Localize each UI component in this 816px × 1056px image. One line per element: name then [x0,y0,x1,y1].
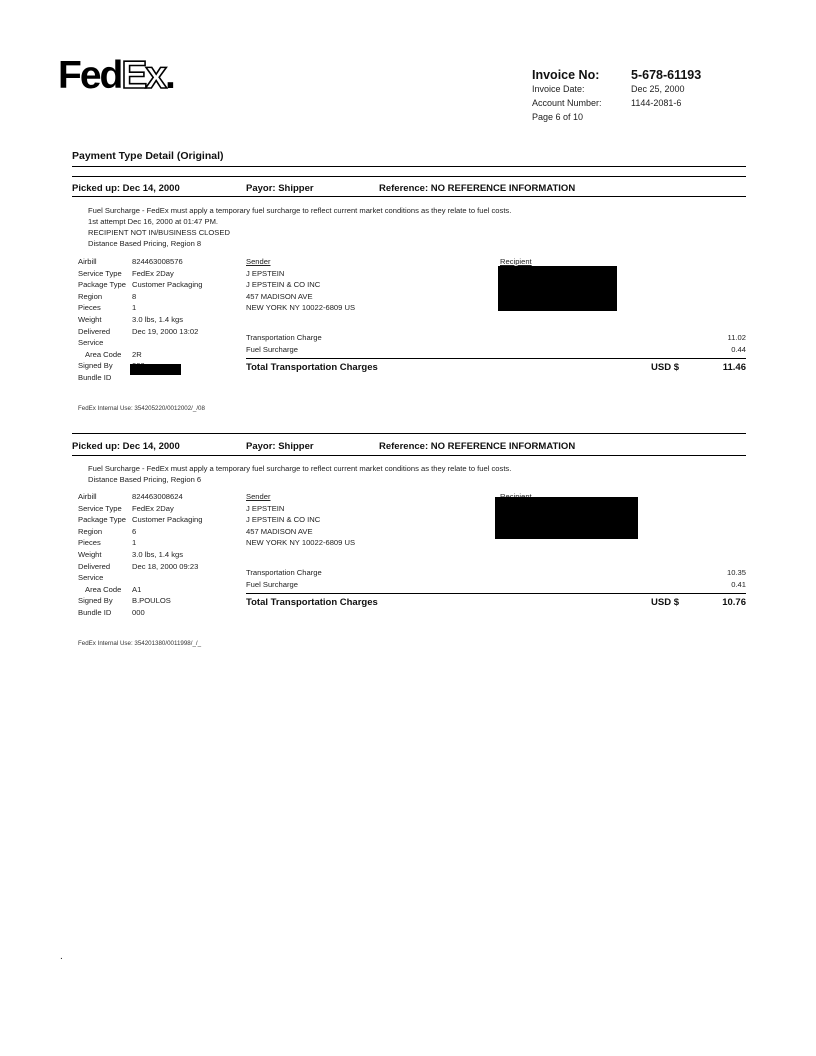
divider [246,358,746,359]
internal-use: FedEx Internal Use: 354201380/0011998/_/_ [78,640,202,647]
region-value: 6 [132,526,137,536]
sender-company: J EPSTEIN & CO INC [246,280,321,290]
service-type-value: FedEx 2Day [132,503,174,513]
airbill-label: Airbill [78,492,97,501]
service-type-value: FedEx 2Day [132,268,174,278]
picked-up-date: Picked up: Dec 14, 2000 [72,441,180,452]
pieces-value: 1 [132,538,137,548]
charge-label: Transportation Charge [246,568,322,577]
charge-amount: 0.41 [731,580,746,589]
page-number: Page 6 of 10 [532,112,584,122]
sender-street: 457 MADISON AVE [246,291,313,301]
sender-name: J EPSTEIN [246,268,285,278]
currency-label: USD $ [651,362,679,373]
package-type-value: Customer Packaging [132,515,203,525]
divider [72,433,746,434]
package-type-label: Package Type [78,515,126,525]
sender-label: Sender [246,492,271,501]
field-values [132,256,242,372]
account-number-label: Account Number: [532,98,602,108]
invoice-number: 5-678-61193 [631,68,702,82]
payor: Payor: Shipper [246,183,314,194]
region-value: 8 [132,291,137,301]
weight-value: 3.0 lbs, 1.4 kgs [132,549,184,559]
delivery-attempt-note: 1st attempt Dec 16, 2000 at 01:47 PM. [88,217,219,226]
service-type-label: Service Type [78,503,122,513]
bundle-id-label: Bundle ID [78,372,112,382]
field-values [132,491,242,619]
sender-city: NEW YORK NY 10022-6809 US [246,538,356,548]
recipient-label: Recipient [500,257,532,266]
bundle-id-label: Bundle ID [78,607,112,617]
sender-city: NEW YORK NY 10022-6809 US [246,303,356,313]
field-labels [78,491,134,619]
delivered-label: Delivered [78,561,111,571]
pricing-note: Distance Based Pricing, Region 6 [88,475,202,484]
divider [72,166,746,167]
total-label: Total Transportation Charges [246,362,378,373]
delivered-value: Dec 18, 2000 09:23 [132,561,199,571]
sender-street: 457 MADISON AVE [246,526,313,536]
fedex-logo: FedEx. [58,54,174,97]
invoice-number-label: Invoice No: [532,68,600,82]
region-label: Region [78,526,103,536]
sender-name: J EPSTEIN [246,503,285,513]
redaction-box [498,266,617,311]
area-code-value: A1 [132,584,142,594]
reference: Reference: NO REFERENCE INFORMATION [379,183,576,194]
airbill-value: 824463008624 [132,492,183,501]
sender-address [246,491,355,549]
section-title: Payment Type Detail (Original) [72,150,224,162]
total-amount: 10.76 [722,597,746,608]
pieces-label: Pieces [78,538,101,548]
internal-use: FedEx Internal Use: 354205220/0012002/_/08 [78,405,205,412]
redaction-box [130,364,181,375]
picked-up-date: Picked up: Dec 14, 2000 [72,183,180,194]
bundle-id-value: 000 [132,607,145,617]
field-labels [78,256,134,384]
signed-by-label: Signed By [78,361,113,371]
sender-label: Sender [246,257,271,266]
weight-value: 3.0 lbs, 1.4 kgs [132,314,184,324]
divider [72,176,746,177]
charge-amount: 0.44 [731,345,746,354]
charge-label: Fuel Surcharge [246,345,298,354]
invoice-date: Dec 25, 2000 [631,84,685,94]
signed-by-value: B.POULOS [132,596,171,606]
charge-amount: 10.35 [726,568,746,577]
charge-label: Transportation Charge [246,333,322,342]
charge-label: Fuel Surcharge [246,580,298,589]
delivery-exception-note: RECIPIENT NOT IN/BUSINESS CLOSED [88,228,230,237]
stray-mark: . [60,951,63,962]
total-label: Total Transportation Charges [246,597,378,608]
service-label: Service [78,573,104,583]
delivered-value: Dec 19, 2000 13:02 [132,326,199,336]
service-type-label: Service Type [78,268,122,278]
weight-label: Weight [78,549,102,559]
delivered-label: Delivered [78,326,111,336]
divider [72,196,746,197]
weight-label: Weight [78,314,102,324]
currency-label: USD $ [651,597,679,608]
divider [246,593,746,594]
payor: Payor: Shipper [246,441,314,452]
airbill-label: Airbill [78,257,97,266]
pieces-label: Pieces [78,303,101,313]
invoice-date-label: Invoice Date: [532,84,585,94]
service-label: Service [78,338,104,348]
pricing-note: Distance Based Pricing, Region 8 [88,239,202,248]
sender-address [246,256,355,314]
account-number: 1144-2081-6 [631,98,682,108]
divider [72,455,746,456]
charge-amount: 11.02 [727,333,746,342]
area-code-label: Area Code [85,584,122,594]
pieces-value: 1 [132,303,137,313]
airbill-value: 824463008576 [132,257,183,266]
package-type-value: Customer Packaging [132,280,203,290]
total-amount: 11.46 [722,362,746,373]
area-code-label: Area Code [85,349,122,359]
fuel-surcharge-note: Fuel Surcharge - FedEx must apply a temporary fuel surcharge to reflect current market conditions as they relate to fuel costs. [88,206,512,215]
area-code-value: 2R [132,349,142,359]
region-label: Region [78,291,103,301]
redaction-box [495,497,638,539]
sender-company: J EPSTEIN & CO INC [246,515,321,525]
signed-by-label: Signed By [78,596,113,606]
reference: Reference: NO REFERENCE INFORMATION [379,441,576,452]
package-type-label: Package Type [78,280,126,290]
fuel-surcharge-note: Fuel Surcharge - FedEx must apply a temporary fuel surcharge to reflect current market conditions as they relate to fuel costs. [88,464,512,473]
